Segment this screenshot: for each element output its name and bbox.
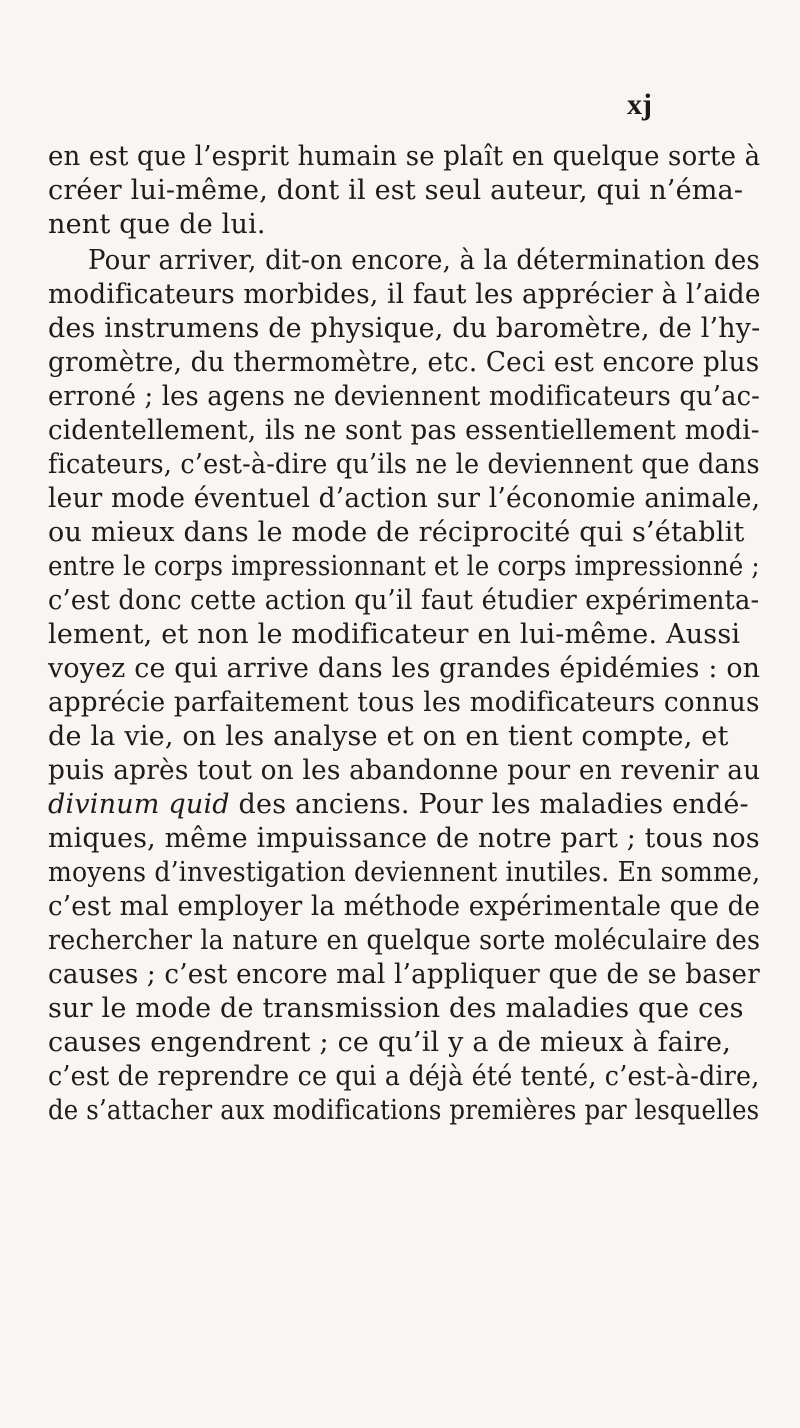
- text-line: de s’attacher aux modifications premières par lesquelles: [48, 1095, 760, 1126]
- text-line: en est que l’esprit humain se plaît en quelque sorte à: [48, 141, 761, 172]
- text-line: voyez ce qui arrive dans les grandes épidémies : on: [48, 653, 761, 684]
- text-line: modificateurs morbides, il faut les apprécier à l’aide: [48, 279, 761, 310]
- text-line: cidentellement, ils ne sont pas essentiellement modi-: [48, 415, 760, 446]
- text-line: erroné ; les agens ne deviennent modificateurs qu’ac-: [48, 381, 761, 412]
- text-line: ou mieux dans le mode de réciprocité qui s’établit: [48, 517, 745, 548]
- text-line: c’est donc cette action qu’il faut étudier expérimenta-: [48, 585, 760, 616]
- text-line: Pour arriver, dit-on encore, à la détermination des: [88, 245, 760, 276]
- page-number: xj: [627, 88, 652, 121]
- text-line: causes engendrent ; ce qu’il y a de mieux à faire,: [48, 1027, 732, 1058]
- text-line-italic: divinum quid des anciens. Pour les maladies endé-: [48, 789, 749, 820]
- text-line: c’est de reprendre ce qui a déjà été tenté, c’est-à-dire,: [48, 1061, 760, 1092]
- text-line: des instrumens de physique, du baromètre, de l’hy-: [48, 313, 761, 344]
- text-line: lement, et non le modificateur en lui-même. Aussi: [48, 619, 741, 650]
- text-line: entre le corps impressionnant et le corps impressionné ;: [48, 551, 760, 582]
- text-line: moyens d’investigation deviennent inutiles. En somme,: [48, 857, 761, 888]
- text-line: c’est mal employer la méthode expérimentale que de: [48, 891, 761, 922]
- text-line: apprécie parfaitement tous les modificateurs connus: [48, 687, 760, 718]
- text-line: leur mode éventuel d’action sur l’économie animale,: [48, 483, 761, 514]
- text-line: sur le mode de transmission des maladies que ces: [48, 993, 744, 1024]
- text-line: gromètre, du thermomètre, etc. Ceci est encore plus: [48, 347, 760, 378]
- text-line: nent que de lui.: [48, 209, 266, 240]
- text-line: causes ; c’est encore mal l’appliquer que de se baser: [48, 959, 760, 990]
- italic-phrase: divinum quid: [48, 789, 230, 820]
- text-line: ficateurs, c’est-à-dire qu’ils ne le deviennent que dans: [48, 449, 760, 480]
- text-line: de la vie, on les analyse et on en tient compte, et: [48, 721, 729, 752]
- text-line: créer lui-même, dont il est seul auteur, qui n’éma-: [48, 175, 744, 206]
- text-line: miques, même impuissance de notre part ; tous nos: [48, 823, 760, 854]
- text-line: rechercher la nature en quelque sorte moléculaire des: [48, 925, 761, 956]
- text-line: puis après tout on les abandonne pour en revenir au: [48, 755, 761, 786]
